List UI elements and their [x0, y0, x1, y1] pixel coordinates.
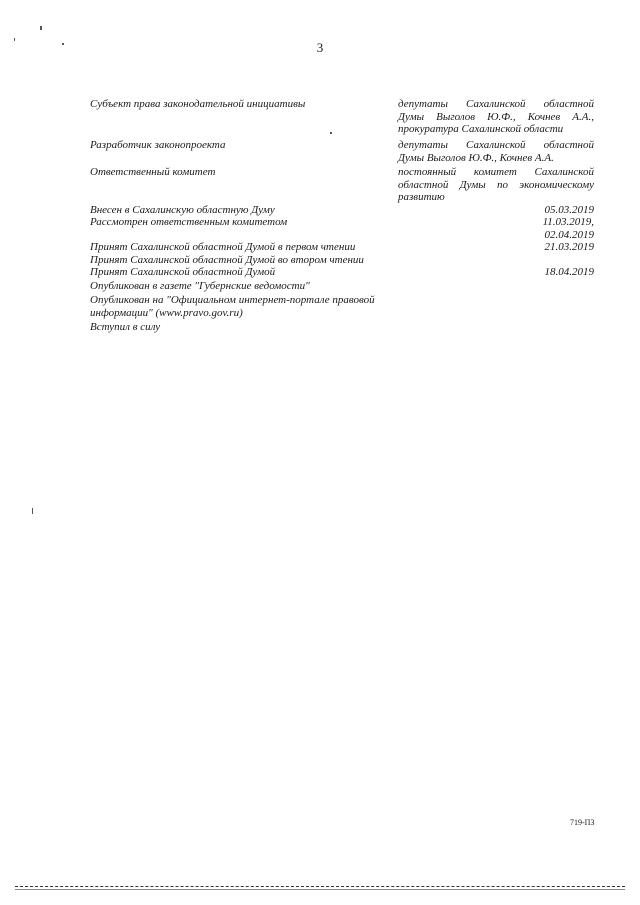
adopted-date: 18.04.2019 — [544, 266, 594, 278]
committee-value-line: постоянный комитет Сахалинской — [398, 166, 594, 178]
reviewed-label: Рассмотрен ответственным комитетом — [90, 216, 288, 228]
page-number: 3 — [316, 40, 324, 55]
subject-value-line: прокуратура Сахалинской области — [398, 123, 564, 135]
first-reading-date: 21.03.2019 — [544, 241, 594, 253]
subject-value-line: депутаты Сахалинской областной — [398, 98, 594, 110]
second-reading-label: Принят Сахалинской областной Думой во втором чтении — [90, 254, 364, 266]
introduced-label: Внесен в Сахалинскую областную Думу — [90, 204, 275, 216]
scan-speck — [32, 508, 33, 514]
scan-speck — [40, 26, 42, 30]
reviewed-date-1: 11.03.2019, — [542, 216, 594, 228]
introduced-date: 05.03.2019 — [544, 204, 594, 216]
published-portal-label-2: информации" (www.pravo.gov.ru) — [90, 307, 243, 319]
subject-value — [398, 98, 594, 136]
scan-edge-line — [15, 886, 625, 887]
scan-speck — [14, 38, 15, 41]
subject-value-line: Думы Выголов Ю.Ф., Кочнев А.А., — [398, 110, 594, 123]
reviewed-date-2: 02.04.2019 — [544, 229, 594, 241]
adopted-label: Принят Сахалинской областной Думой — [90, 266, 276, 278]
first-reading-label: Принят Сахалинской областной Думой в первом чтении — [90, 241, 356, 253]
in-force-label: Вступил в силу — [90, 321, 161, 333]
published-newspaper-label: Опубликован в газете "Губернские ведомости" — [90, 280, 310, 292]
developer-value — [398, 139, 594, 164]
scan-edge-line — [15, 889, 625, 890]
scan-speck — [330, 132, 332, 134]
scan-speck — [62, 43, 64, 45]
developer-label: Разработчик законопроекта — [90, 139, 226, 151]
subject-label: Субъект права законодательной инициативы — [90, 98, 306, 110]
document-code: 719-ПЗ — [570, 818, 595, 827]
developer-value-line: депутаты Сахалинской областной — [398, 139, 594, 151]
committee-value-line: областной Думы по экономическому — [398, 178, 594, 191]
published-portal-label-1: Опубликован на "Официальном интернет-портале правовой — [90, 294, 375, 306]
committee-label: Ответственный комитет — [90, 166, 216, 178]
committee-value — [398, 166, 594, 204]
developer-value-line: Думы Выголов Ю.Ф., Кочнев А.А. — [398, 151, 554, 164]
committee-value-line: развитию — [398, 191, 445, 203]
